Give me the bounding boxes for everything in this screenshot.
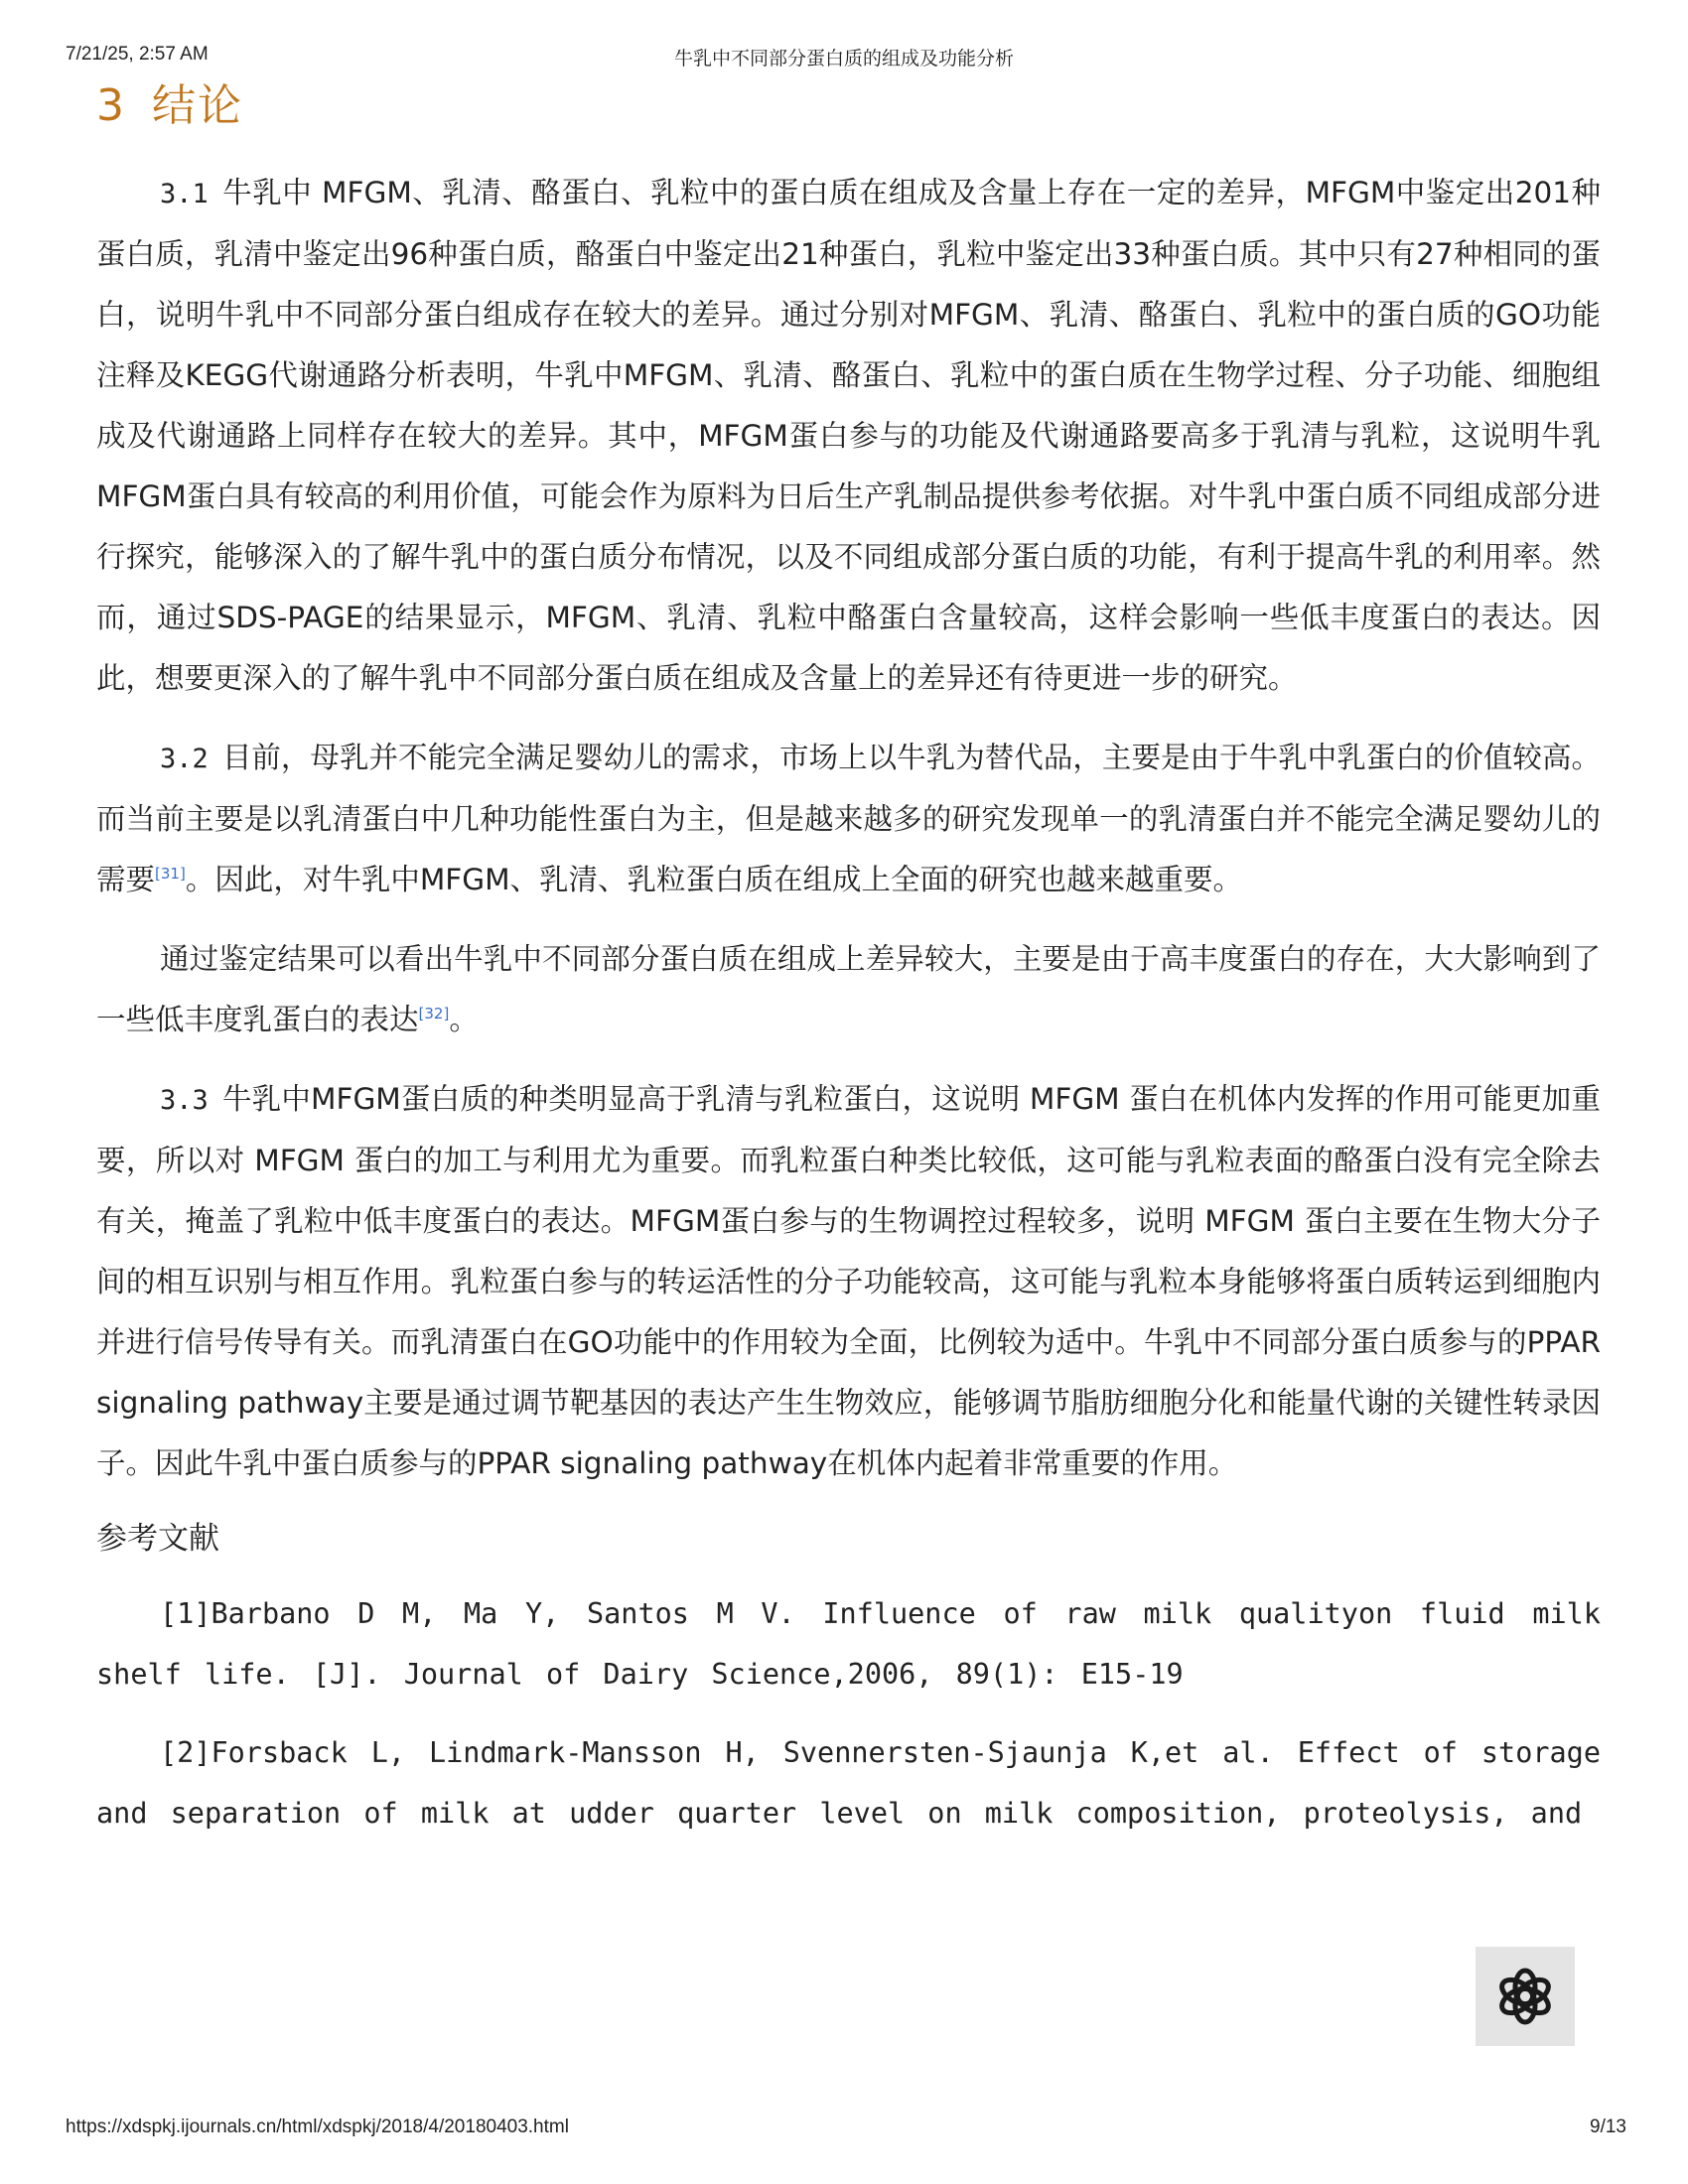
section-title: 结论 [152, 80, 243, 131]
print-url: https://xdspkj.ijournals.cn/html/xdspkj/2018/4/20180403.html [66, 2116, 569, 2137]
reference-item: [2]Forsback L, Lindmark-Mansson H, Svennersten-Sjaunja K,et al. Effect of storage and separation of milk at udder quarter level on milk composition, proteolysis, and [96, 1736, 1601, 1830]
paragraph-text: 目前，母乳并不能完全满足婴幼儿的需求，市场上以牛乳为替代品，主要是由于牛乳中乳蛋白的价值较高。而当前主要是以乳清蛋白中几种功能性蛋白为主，但是越来越多的研究发现单一的乳清蛋白并不能完全满足婴幼儿的需要 [96, 741, 1601, 896]
citation-link[interactable]: [32] [418, 1005, 450, 1024]
references-heading: 参考文献 [96, 1521, 219, 1557]
paragraph-identification [96, 929, 1601, 1050]
print-header [0, 44, 1688, 71]
paragraph-text: 通过鉴定结果可以看出牛乳中不同部分蛋白质在组成上差异较大，主要是由于高丰度蛋白的存在，大大影响到了一些低丰度乳蛋白的表达 [96, 942, 1601, 1036]
paragraph-text: 牛乳中MFGM蛋白质的种类明显高于乳清与乳粒蛋白，这说明 MFGM 蛋白在机体内发挥的作用可能更加重要，所以对 MFGM 蛋白的加工与利用尤为重要。而乳粒蛋白种类比较低，这可能与乳粒表面的酪蛋白没有完全除去有关，掩盖了乳粒中低丰度蛋白的表达。MFGM蛋白参与的生物调控过程较多，说明 MFGM 蛋白主要在生物大分子间的相互识别与相互作用。乳粒蛋白参与的转运活性的分子功能较高，这可能与乳粒本身能够将蛋白质转运到细胞内并进行信号传导有关。而乳清蛋白在GO功能中的作用较为全面，比例较为适中。牛乳中不同部分蛋白质参与的PPAR signaling pathway主要是通过调节靶基因的表达产生生物效应，能够调节脂肪细胞分化和能量代谢的关键性转录因子。因此牛乳中蛋白质参与的PPAR signaling pathway在机体内起着非常重要的作用。 [96, 1082, 1601, 1480]
citation-link[interactable]: [31] [155, 865, 186, 884]
paragraph-3-1 [96, 163, 1601, 709]
paragraph-text: 牛乳中 MFGM、乳清、酪蛋白、乳粒中的蛋白质在组成及含量上存在一定的差异，MFGM中鉴定出201种蛋白质，乳清中鉴定出96种蛋白质，酪蛋白中鉴定出21种蛋白，乳粒中鉴定出33种蛋白质。其中只有27种相同的蛋白，说明牛乳中不同部分蛋白组成存在较大的差异。通过分别对MFGM、乳清、酪蛋白、乳粒中的蛋白质的GO功能注释及KEGG代谢通路分析表明，牛乳中MFGM、乳清、酪蛋白、乳粒中的蛋白质在生物学过程、分子功能、细胞组成及代谢通路上同样存在较大的差异。其中，MFGM蛋白参与的功能及代谢通路要高多于乳清与乳粒，这说明牛乳MFGM蛋白具有较高的利用价值，可能会作为原料为日后生产乳制品提供参考依据。对牛乳中蛋白质不同组成部分进行探究，能够深入的了解牛乳中的蛋白质分布情况，以及不同组成部分蛋白质的功能，有利于提高牛乳的利用率。然而，通过SDS-PAGE的结果显示，MFGM、乳清、乳粒中酪蛋白含量较高，这样会影响一些低丰度蛋白的表达。因此，想要更深入的了解牛乳中不同部分蛋白质在组成及含量上的差异还有待更进一步的研究。 [96, 176, 1601, 695]
section-heading [96, 69, 1601, 133]
print-datetime: 7/21/25, 2:57 AM [66, 44, 209, 65]
paragraph-3-3 [96, 1069, 1601, 1494]
paragraph-number: 3.1 [160, 179, 209, 209]
section-number: 3 [96, 80, 126, 131]
reference-item: [1]Barbano D M, Ma Y, Santos M V. Influence of raw milk qualityon fluid milk shelf life. [J]. Journal of Dairy Science,2006, 89(1): E15-19 [96, 1597, 1601, 1691]
paragraph-number: 3.3 [160, 1085, 209, 1116]
chat-assistant-button[interactable] [1476, 1947, 1575, 2046]
paragraph-number: 3.2 [160, 744, 209, 774]
paragraph-3-2 [96, 728, 1601, 910]
openai-logo-icon [1492, 1964, 1558, 2029]
print-page-number: 9/13 [1590, 2116, 1626, 2137]
paragraph-text: 。 [449, 1003, 479, 1036]
article-content [96, 69, 1601, 1861]
paragraph-text: 。因此，对牛乳中MFGM、乳清、乳粒蛋白质在组成上全面的研究也越来越重要。 [185, 863, 1243, 896]
print-footer [0, 2116, 1688, 2144]
print-page-title: 牛乳中不同部分蛋白质的组成及功能分析 [673, 49, 1014, 69]
